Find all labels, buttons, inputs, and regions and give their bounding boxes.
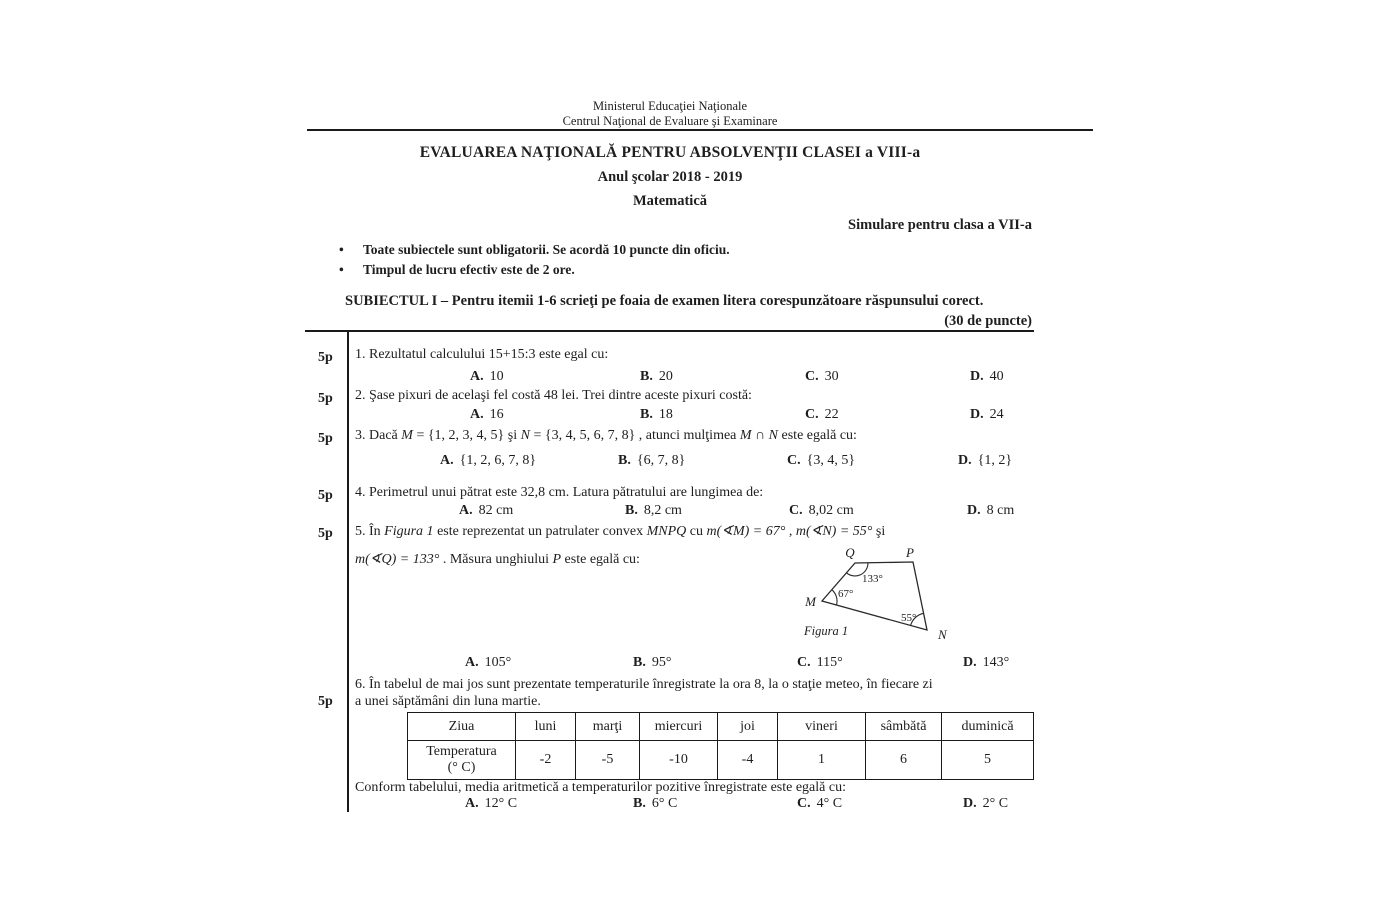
points-badge-q4: 5p [318,488,333,503]
option-value: 8,2 cm [643,503,682,518]
option-value: 10 [489,369,504,384]
question-2-text: 2. Şase pixuri de acelaşi fel costă 48 lei. Trei dintre aceste pixuri costă: [355,388,752,403]
option-letter: D. [967,503,981,518]
option-d [963,655,1009,671]
option-a [459,503,513,519]
option-value: {3, 4, 5} [806,453,856,468]
vertex-label-m: M [805,594,816,609]
option-b [625,503,682,519]
value-cell-joi: -4 [718,741,778,780]
angle-n-measure: m(∢N) = 55° [795,524,873,539]
option-b [618,453,685,469]
option-value: 143° [982,655,1010,670]
option-c [787,453,855,469]
ministry-line-1: Ministerul Educaţiei Naţionale [592,99,748,113]
row-label-cell [408,741,516,780]
option-letter: A. [465,655,479,670]
option-d [970,407,1004,423]
question-5-line-1 [355,523,1050,540]
header-cell-ziua: Ziua [408,713,516,741]
row-label-line-1: Temperatura [426,744,497,759]
option-b [633,796,677,812]
subject-name: Matematică [632,193,708,209]
variable-n: N [520,428,530,443]
table-header-row [408,713,1034,741]
option-value: 105° [484,655,512,670]
points-badge-q1: 5p [318,350,333,365]
header-cell-sambata: sâmbătă [866,713,942,741]
question-4-options [355,503,1050,521]
question-6-options [355,796,1050,814]
ministry-line-2: Centrul Naţional de Evaluare şi Examinare [562,114,778,128]
angle-q-measure: m(∢Q) = 133° [355,552,440,567]
option-value: 6° C [651,796,678,811]
option-letter: C. [797,796,811,811]
option-letter: A. [440,453,454,468]
option-letter: B. [633,655,646,670]
option-letter: D. [970,407,984,422]
option-letter: B. [625,503,638,518]
vertex-label-q: Q [845,545,855,560]
option-value: {1, 2} [977,453,1013,468]
document-page [305,95,1095,855]
row-label-line-2: (° C) [447,760,476,775]
option-a [440,453,536,469]
option-letter: A. [459,503,473,518]
option-b [640,369,673,385]
header-divider-rule [307,129,1093,131]
option-letter: C. [789,503,803,518]
header-cell-vineri: vineri [778,713,866,741]
points-column-rule [347,332,349,812]
option-value: {6, 7, 8} [636,453,686,468]
section-title: SUBIECTUL I – Pentru itemii 1-6 scrieţi pe foaia de examen litera corespunzătoare răspunsului corect. [345,293,984,309]
value-cell-marti: -5 [576,741,640,780]
option-value: 16 [489,407,504,422]
option-d [958,453,1012,469]
figure-reference: Figura 1 [384,524,434,539]
option-value: 30 [824,369,839,384]
header-cell-luni: luni [516,713,576,741]
option-value: 22 [824,407,839,422]
intersection-expression: M ∩ N [739,428,779,443]
option-value: 95° [651,655,672,670]
option-letter: B. [640,407,653,422]
option-letter: D. [963,655,977,670]
option-value: 2° C [982,796,1009,811]
option-letter: B. [640,369,653,384]
option-letter: A. [465,796,479,811]
simulation-note: Simulare pentru clasa a VII-a [848,217,1032,233]
question-1-options [355,369,1050,387]
header-cell-marti: marţi [576,713,640,741]
option-c [797,796,842,812]
option-value: 4° C [816,796,843,811]
points-badge-q2: 5p [318,391,333,406]
table-value-row [408,741,1034,780]
question-1-text: 1. Rezultatul calculului 15+15:3 este egal cu: [355,347,609,362]
header-cell-joi: joi [718,713,778,741]
option-value: 8,02 cm [808,503,854,518]
option-letter: C. [805,407,819,422]
option-a [465,655,511,671]
question-5-segment: , [785,524,796,539]
option-b [633,655,671,671]
vertex-label-n: N [938,627,947,642]
value-cell-luni: -2 [516,741,576,780]
figure-1-quadrilateral [800,545,970,650]
option-letter: C. [797,655,811,670]
option-c [805,369,839,385]
value-cell-sambata: 6 [866,741,942,780]
question-5-options [355,655,1050,673]
option-letter: C. [787,453,801,468]
option-letter: B. [633,796,646,811]
variable-m: M [401,428,413,443]
school-year: Anul şcolar 2018 - 2019 [597,169,743,185]
document-title: EVALUAREA NAŢIONALĂ PENTRU ABSOLVENŢII CLASEI a VIII-a [419,144,921,161]
option-letter: D. [958,453,972,468]
question-5-segment: este reprezentat un patrulater convex [433,524,647,539]
option-c [805,407,839,423]
question-5-segment: 5. În [355,524,385,539]
quadrilateral-name: MNPQ [646,524,687,539]
option-value: 18 [658,407,673,422]
question-6-line-1: 6. În tabelul de mai jos sunt prezentate temperaturile înregistrate la ora 8, la o staţie meteo, în fiecare zi [355,677,933,692]
section-divider-rule [305,330,1034,332]
question-6-conclusion: Conform tabelului, media aritmetică a temperaturilor pozitive înregistrate este egală cu: [355,780,846,795]
value-cell-duminica: 5 [942,741,1034,780]
temperature-table [407,712,1034,780]
section-points: (30 de puncte) [944,313,1032,329]
instruction-bullet-2: Timpul de lucru efectiv este de 2 ore. [363,262,575,277]
question-3-text [355,428,1050,444]
angle-value-q: 133° [862,573,883,585]
figure-caption: Figura 1 [804,624,849,638]
question-2-options [355,407,1050,425]
variable-p: P [552,552,562,567]
points-badge-q6: 5p [318,694,333,709]
option-a [470,407,504,423]
question-4-text: 4. Perimetrul unui pătrat este 32,8 cm. Latura pătratului are lungimea de: [355,485,764,500]
option-d [970,369,1004,385]
option-value: 115° [816,655,843,670]
angle-arc-m [832,590,837,605]
option-value: {1, 2, 6, 7, 8} [459,453,537,468]
option-c [797,655,843,671]
option-a [470,369,504,385]
option-letter: A. [470,369,484,384]
value-cell-miercuri: -10 [640,741,718,780]
option-value: 12° C [484,796,518,811]
vertex-label-p: P [906,545,914,560]
option-value: 24 [989,407,1004,422]
option-value: 40 [989,369,1004,384]
option-value: 82 cm [478,503,514,518]
option-value: 8 cm [986,503,1015,518]
option-letter: A. [470,407,484,422]
set-n-values: = {3, 4, 5, 6, 7, 8} , atunci mulţimea [529,428,740,443]
bullet-icon: • [339,242,344,257]
option-letter: D. [963,796,977,811]
question-3-options [355,453,1050,471]
option-letter: D. [970,369,984,384]
option-letter: B. [618,453,631,468]
bullet-icon: • [339,262,344,277]
question-5-segment: este egală cu: [561,552,640,567]
option-value: 20 [658,369,673,384]
value-cell-vineri: 1 [778,741,866,780]
points-badge-q5: 5p [318,526,333,541]
question-5-segment: şi [872,524,886,539]
question-5-segment: . Măsura unghiului [439,552,553,567]
option-c [789,503,854,519]
question-5-segment: cu [686,524,707,539]
option-d [967,503,1014,519]
header-cell-miercuri: miercuri [640,713,718,741]
question-3-segment: 3. Dacă [355,428,402,443]
question-3-segment: este egală cu: [778,428,857,443]
header-cell-duminica: duminică [942,713,1034,741]
option-d [963,796,1008,812]
option-b [640,407,673,423]
angle-value-m: 67° [838,588,854,600]
option-a [465,796,517,812]
angle-m-measure: m(∢M) = 67° [706,524,786,539]
angle-value-n: 55° [901,612,917,624]
set-m-values: = {1, 2, 3, 4, 5} şi [412,428,521,443]
option-letter: C. [805,369,819,384]
points-badge-q3: 5p [318,431,333,446]
instruction-bullet-1: Toate subiectele sunt obligatorii. Se acordă 10 puncte din oficiu. [363,242,730,257]
question-6-line-2: a unei săptămâni din luna martie. [355,694,541,709]
